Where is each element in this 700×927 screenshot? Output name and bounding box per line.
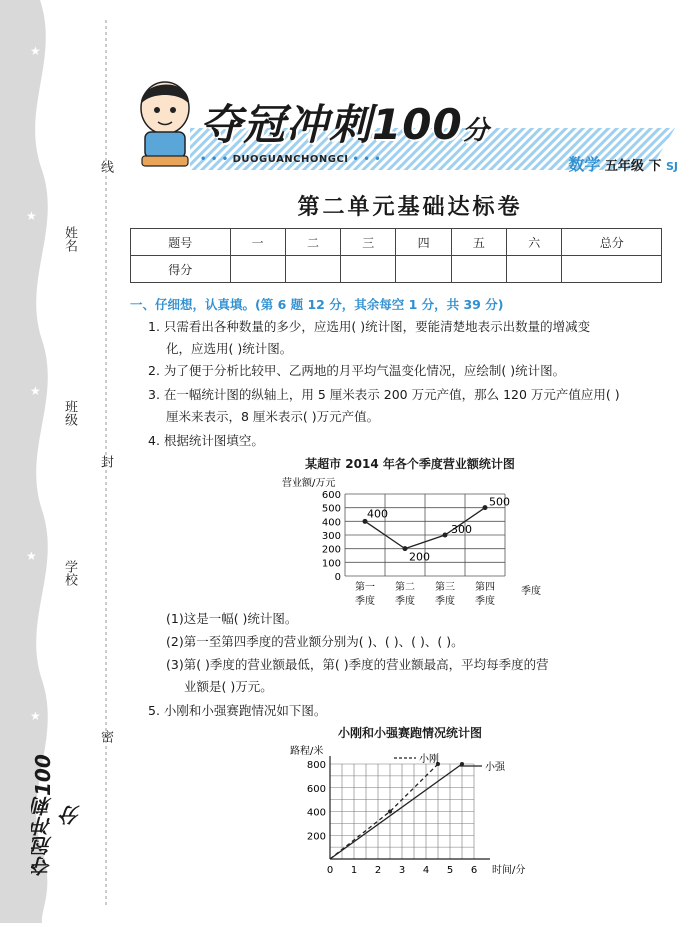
brand-pinyin: • • • DUOGUANCHONGCI • • •: [200, 154, 382, 165]
grade-name: 五年级: [604, 159, 644, 174]
question-1-line-2: 化，应选用( )统计图。: [166, 341, 293, 356]
score-header-cell: 题号: [131, 229, 231, 256]
question-4: 4. 根据统计图填空。: [148, 433, 264, 448]
chart-1-x-axis-label: 季度: [521, 586, 541, 597]
brand-suffix: 分: [462, 116, 490, 146]
score-table-row: [131, 256, 662, 283]
score-header-cell: 二: [285, 229, 340, 256]
binding-label-seal: 封: [98, 455, 113, 468]
chart-1-y-axis-label: 营业额/万元: [282, 478, 336, 489]
chart-1-data-label: 300: [451, 523, 472, 536]
chart-1-y-tick-label: 300: [321, 531, 341, 542]
chart-1-y-tick-label: 500: [321, 503, 341, 515]
chart-1-title: 某超市 2014 年各个季度营业额统计图: [305, 457, 515, 471]
chart-1-x-tick-label: 季度: [355, 596, 375, 607]
school-label: 学校: [62, 560, 77, 586]
svg-text:★: ★: [30, 44, 41, 58]
question-3-line-1: 3. 在一幅统计图的纵轴上，用 5 厘米表示 200 万元产值，那么 120 万元产值应用( ): [148, 387, 620, 402]
chart-1-x-tick-label: 第三: [435, 582, 455, 593]
chart-2-x-tick-label: 3: [398, 865, 406, 876]
score-cell[interactable]: [396, 256, 451, 283]
score-cell[interactable]: [451, 256, 506, 283]
score-header-cell: 一: [230, 229, 285, 256]
score-header-cell: 六: [507, 229, 562, 256]
score-cell[interactable]: [230, 256, 285, 283]
chart-2-data-point: [388, 810, 392, 814]
chart-2-legend-label: 小强: [485, 762, 505, 773]
brand-text: 夺冠冲刺100: [200, 100, 463, 149]
question-4-sub-3-line-1: (3)第( )季度的营业额最低，第( )季度的营业额最高，平均每季度的营: [166, 657, 549, 672]
score-table-header-row: [131, 229, 662, 256]
brand-title: [200, 92, 490, 152]
chart-1-data-label: 500: [489, 495, 510, 509]
pinyin-text: DUOGUANCHONGCI: [232, 154, 349, 165]
score-header-cell: 四: [396, 229, 451, 256]
chart-2-y-tick-label: 800: [306, 760, 326, 771]
score-cell[interactable]: [285, 256, 340, 283]
class-label: 班级: [62, 400, 77, 426]
score-header-cell: 五: [451, 229, 506, 256]
score-row-label: 得分: [131, 256, 231, 283]
textbook-version: SJ: [665, 160, 678, 173]
sidebar-logo: 夺冠冲刺100分: [31, 754, 84, 876]
binding-strip: [0, 0, 118, 923]
boy-mascot-icon: [141, 82, 189, 166]
question-3-line-2: 厘米来表示，8 厘米表示( )万元产值。: [166, 409, 380, 424]
chart-2-y-tick-label: 200: [306, 831, 326, 843]
chart-2-y-tick-label: 400: [306, 807, 326, 819]
chart-2-y-axis-label: 路程/米: [290, 746, 324, 757]
score-cell[interactable]: [562, 256, 662, 283]
score-table: [130, 228, 662, 283]
chart-1-y-tick-label: 600: [321, 490, 341, 501]
section-1-heading: 一、仔细想，认真填。(第 6 题 12 分，其余每空 1 分，共 39 分): [130, 297, 504, 312]
chart-2-x-tick-label: 0: [326, 865, 334, 876]
chart-1-y-tick-label: 0: [334, 572, 341, 583]
chart-2-y-tick-label: 600: [306, 783, 326, 795]
svg-text:★: ★: [30, 709, 41, 723]
chart-1-y-tick-label: 200: [321, 544, 341, 556]
chart-2-x-axis-label: 时间/分: [492, 865, 526, 876]
name-label: 姓名: [62, 226, 77, 252]
score-header-cell: 总分: [562, 229, 662, 256]
title-banner: [130, 70, 690, 180]
question-2: 2. 为了便于分析比较甲、乙两地的月平均气温变化情况，应绘制( )统计图。: [148, 363, 566, 378]
chart-1-data-point: [403, 546, 408, 551]
question-4-sub-1: (1)这是一幅( )统计图。: [166, 611, 298, 626]
chart-1-x-tick-label: 第一: [355, 582, 375, 593]
chart-1-data-point: [483, 505, 488, 510]
chart-1-y-tick-label: 100: [321, 558, 341, 570]
question-4-sub-2: (2)第一至第四季度的营业额分别为( )、( )、( )、( )。: [166, 634, 464, 649]
chart-1-y-tick-label: 400: [321, 517, 341, 529]
question-5: 5. 小刚和小强赛跑情况如下图。: [148, 703, 327, 718]
chart-2-x-tick-label: 5: [446, 865, 454, 876]
chart-1-x-tick-label: 季度: [395, 596, 415, 607]
chart-1-data-point: [443, 533, 448, 538]
chart-1-data-label: 200: [409, 550, 430, 564]
score-cell[interactable]: [507, 256, 562, 283]
question-1-line-1: 1. 只需看出各种数量的多少，应选用( )统计图，要能清楚地表示出数量的增减变: [148, 319, 591, 334]
chart-1-x-tick-label: 第四: [475, 582, 495, 593]
svg-text:★: ★: [26, 209, 37, 223]
chart-1-x-tick-label: 第二: [395, 582, 415, 593]
page-title: 第二单元基础达标卷: [297, 194, 523, 220]
chart-1-x-tick-label: 季度: [475, 596, 495, 607]
chart-2-title: 小刚和小强赛跑情况统计图: [337, 726, 482, 740]
svg-text:★: ★: [26, 549, 37, 563]
chart-2-x-tick-label: 4: [422, 865, 430, 876]
term-name: 下: [648, 159, 662, 174]
chart-2-x-tick-label: 2: [374, 865, 382, 876]
chart-1-x-tick-label: 季度: [435, 596, 455, 607]
chart-1-data-label: 400: [367, 507, 388, 521]
binding-label-line: 线: [98, 160, 113, 173]
chart-2-x-tick-label: 1: [350, 865, 358, 876]
question-4-sub-3-line-2: 业额是( )万元。: [184, 679, 273, 694]
subject-name: 数学: [568, 155, 601, 174]
chart-2-legend-label: 小刚: [419, 754, 439, 765]
score-header-cell: 三: [341, 229, 396, 256]
binding-label-secret: 密: [98, 730, 113, 743]
svg-text:★: ★: [30, 384, 41, 398]
subject-info: [568, 152, 678, 175]
score-cell[interactable]: [341, 256, 396, 283]
chart-2-x-tick-label: 6: [470, 865, 478, 876]
revenue-line-chart: [270, 472, 610, 607]
race-line-chart: [282, 742, 552, 887]
